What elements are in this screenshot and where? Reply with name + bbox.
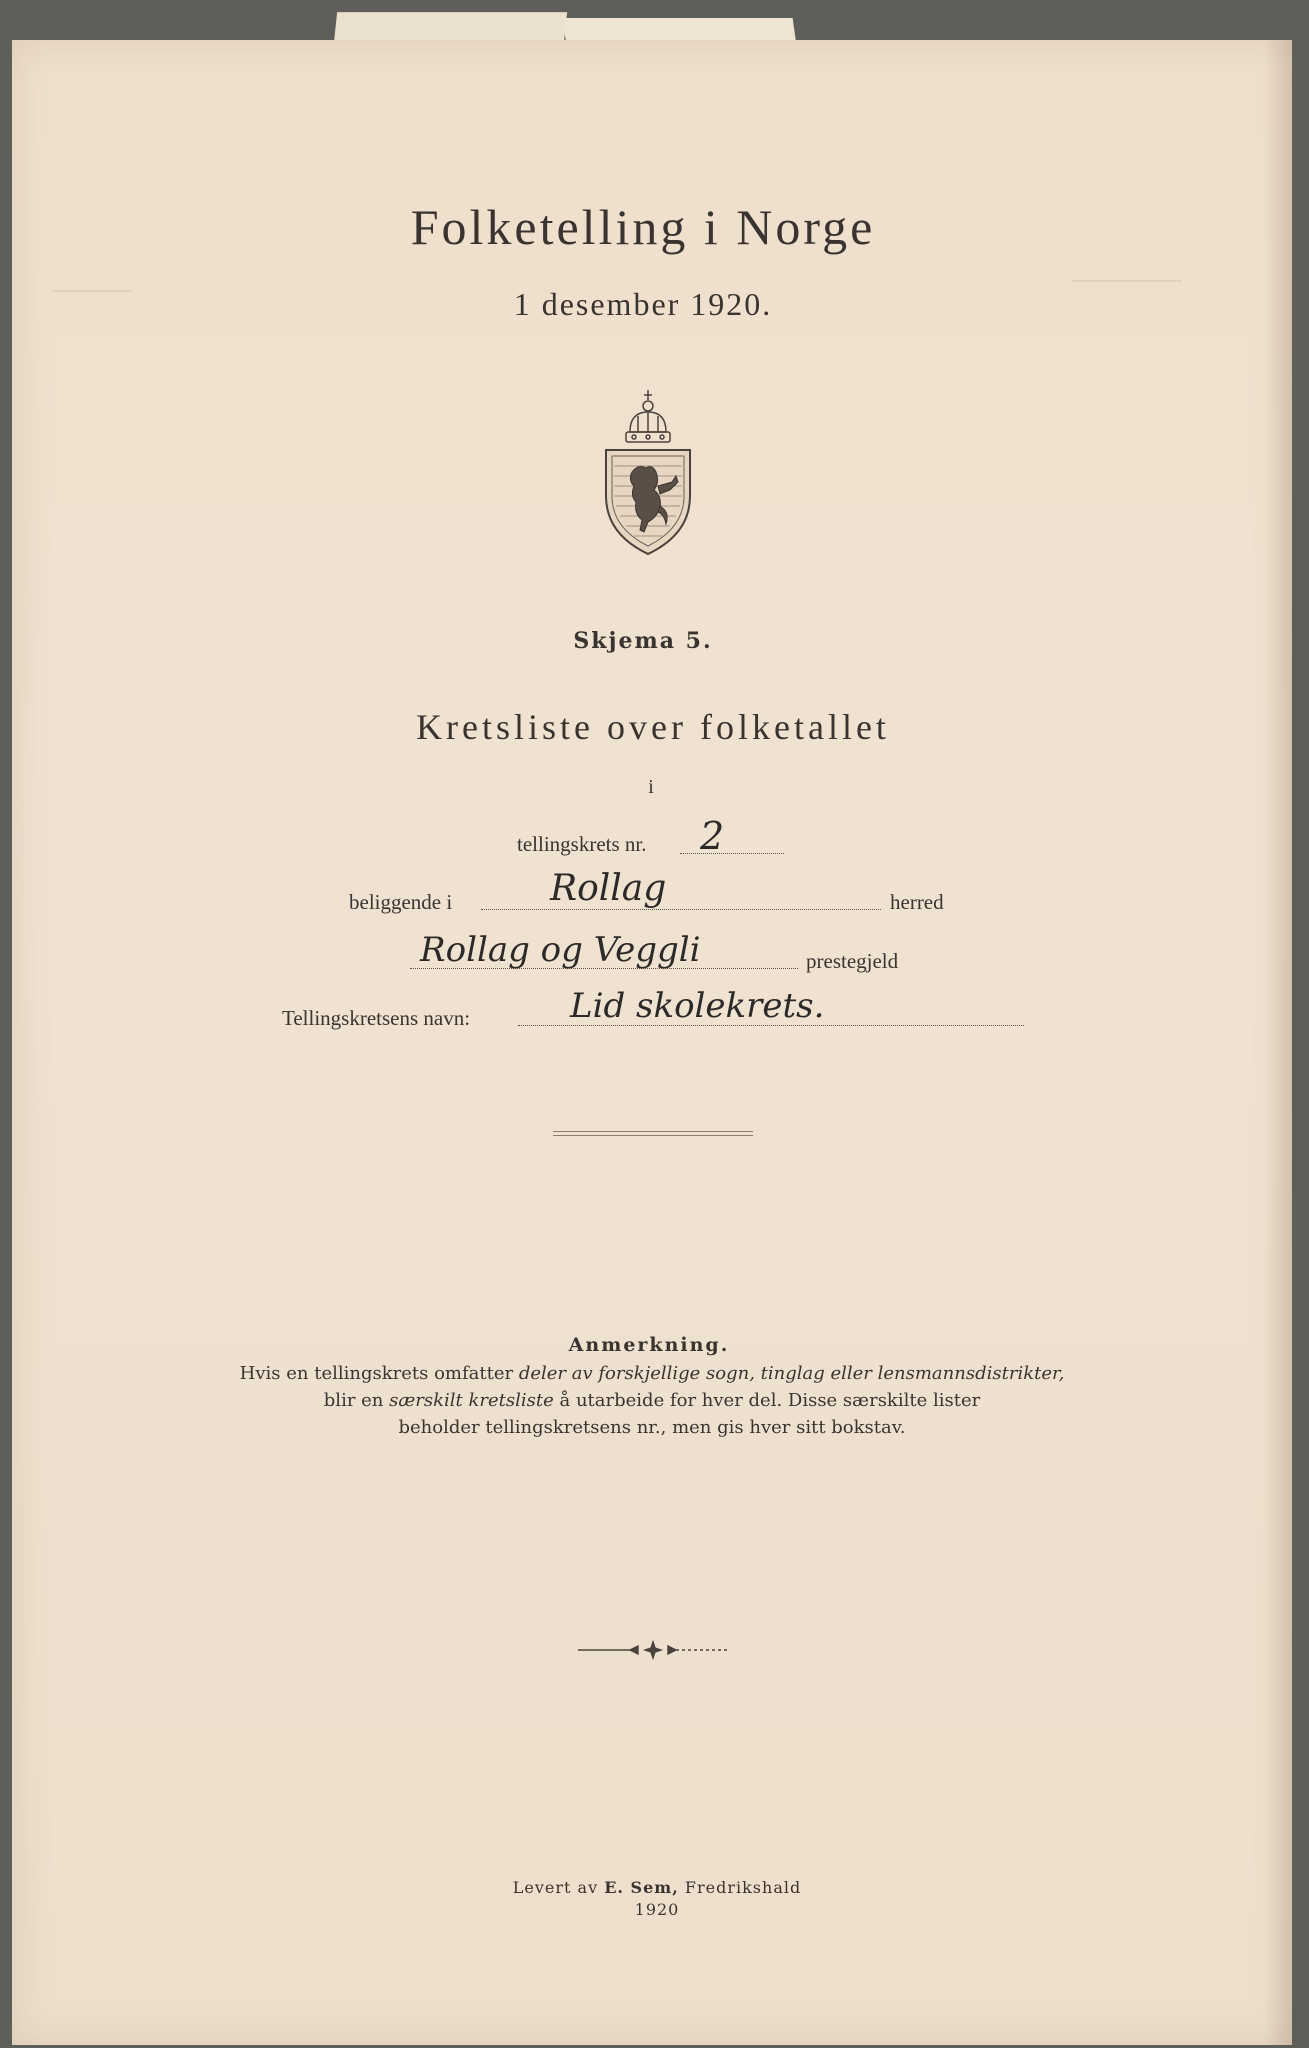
document-title: Folketelling i Norge (410, 199, 876, 255)
printer-prefix: Levert av (512, 1878, 605, 1897)
census-date: 1 desember 1920. (513, 286, 773, 322)
remark-line-1 (240, 1363, 1065, 1384)
ornament-divider-icon (578, 1640, 728, 1660)
remark-line-1-emphasis: deler av forskjellige sogn, tinglag eller lensmannsdistrikter, (518, 1363, 1065, 1384)
remark-line-2-emphasis: særskilt kretsliste (389, 1390, 554, 1411)
paper-sheet (12, 40, 1292, 2045)
separator-rule (553, 1131, 753, 1136)
tellingskrets-value: 2 (700, 814, 725, 858)
tellingskrets-label: tellingskrets nr. (517, 832, 647, 856)
printer-name: E. Sem, (604, 1878, 679, 1897)
remark-line-2 (324, 1390, 980, 1411)
beliggende-line (481, 909, 881, 910)
remark-line-3: beholder tellingskretsens nr., men gis hver sitt bokstav. (398, 1417, 906, 1438)
prestegjeld-value: Rollag og Veggli (420, 930, 701, 970)
beliggende-value: Rollag (550, 868, 667, 909)
bleed-through-marks (1072, 280, 1182, 312)
remark-line-2-text-c: å utarbeide for hver del. Disse særskilte lister (553, 1390, 981, 1411)
schema-number: Skjema 5. (573, 628, 713, 654)
remark-line-2-text-a: blir en (323, 1390, 390, 1411)
tellingskrets-line (680, 853, 784, 854)
remark-line-1-text: Hvis en tellingskrets omfatter (239, 1363, 519, 1384)
kretsnavn-value: Lid skolekrets. (570, 986, 825, 1026)
heading-preposition: i (648, 776, 654, 798)
norwegian-coat-of-arms-icon (600, 386, 696, 558)
herred-label: herred (890, 890, 944, 914)
kretsnavn-label: Tellingskretsens navn: (282, 1006, 471, 1030)
printer-place: Fredrikshald (678, 1878, 802, 1897)
printer-year: 1920 (634, 1900, 680, 1919)
printer-credit (513, 1878, 801, 1897)
prestegjeld-label: prestegjeld (806, 949, 899, 973)
beliggende-label: beliggende i (349, 890, 453, 914)
remark-heading: Anmerkning. (568, 1334, 730, 1356)
bleed-through-marks (52, 290, 132, 332)
paper-edge-shadow (1264, 40, 1292, 2045)
document-heading: Kretsliste over folketallet (416, 707, 890, 747)
